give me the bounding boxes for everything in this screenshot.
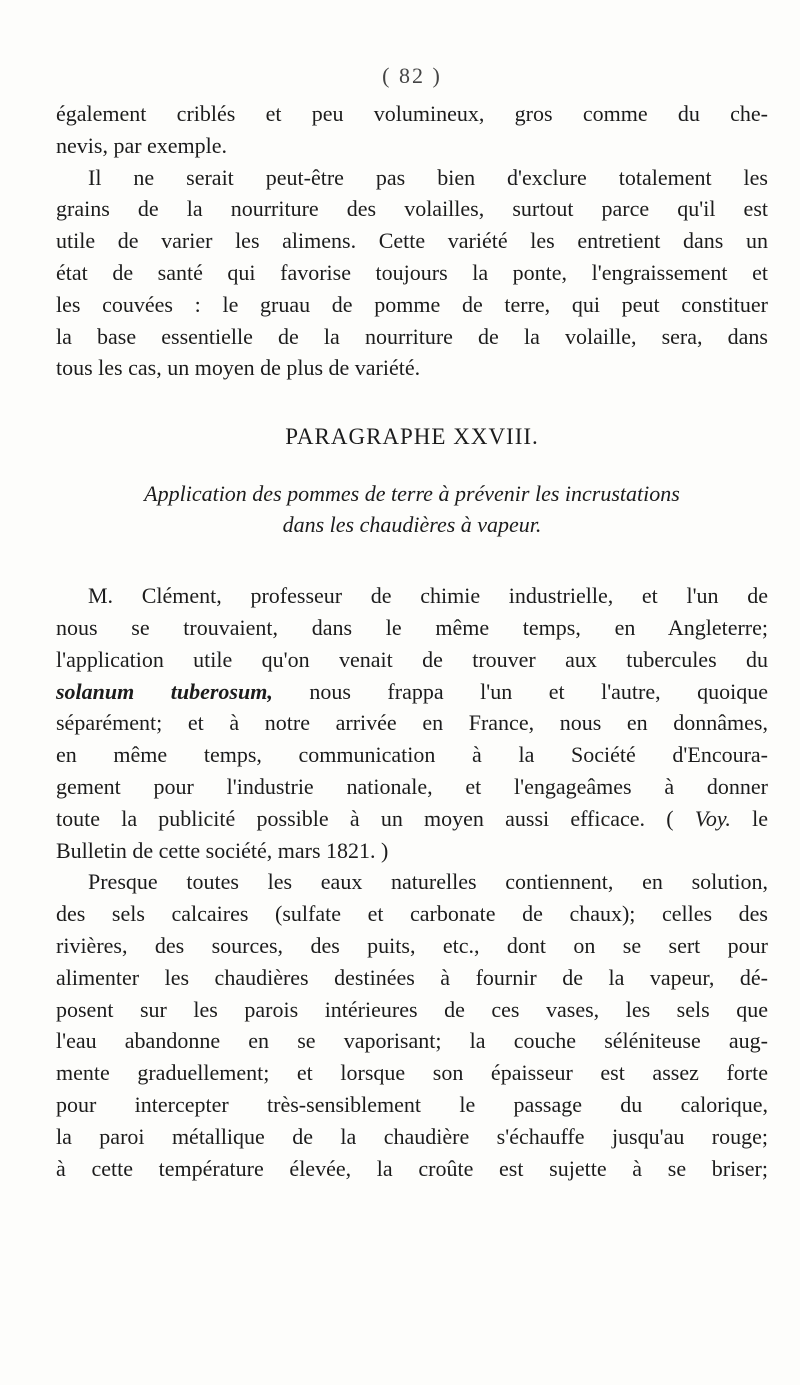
text-line — [56, 676, 768, 708]
text-line: pour intercepter très-sensiblement le passage du calorique, — [56, 1091, 768, 1117]
book-page — [56, 58, 768, 1184]
text-line: l'application utile qu'on venait de trouver aux tubercules du — [56, 646, 768, 672]
paragraph-waters — [56, 866, 768, 1184]
latin-name: solanum tuberosum, — [56, 678, 273, 704]
text-line: les couvées : le gruau de pomme de terre, qui peut constituer — [56, 291, 768, 317]
section-subheading — [56, 478, 768, 540]
text-line: gement pour l'industrie nationale, et l'engageâmes à donner — [56, 773, 768, 799]
text-line: M. Clément, professeur de chimie industrielle, et l'un de — [88, 583, 768, 609]
text-line: également criblés et peu volumineux, gros comme du che- — [56, 101, 768, 126]
text-line: à cette température élevée, la croûte est sujette à se briser; — [56, 1155, 768, 1181]
text-line: des sels calcaires (sulfate et carbonate de chaux); celles des — [56, 901, 768, 927]
text-line: Presque toutes les eaux naturelles contiennent, en solution, — [88, 869, 768, 895]
text-line: état de santé qui favorise toujours la ponte, l'engraissement et — [56, 259, 768, 285]
paragraph-poultry — [56, 162, 768, 385]
text-fragment: toute la publicité possible à un moyen aussi efficace. ( — [56, 805, 695, 831]
subheading-line: dans les chaudières à vapeur. — [282, 512, 542, 538]
text-fragment: nous frappa l'un et l'autre, quoique — [272, 678, 769, 704]
text-line: en même temps, communication à la Société d'Encoura- — [56, 742, 768, 768]
text-line: rivières, des sources, des puits, etc., dont on se sert pour — [56, 932, 768, 958]
text-fragment: le — [730, 805, 768, 831]
text-line: utile de varier les alimens. Cette variété les entretient dans un — [56, 228, 768, 254]
subheading-line: Application des pommes de terre à prévenir les incrustations — [144, 481, 680, 507]
page-number: ( 82 ) — [382, 63, 442, 88]
paragraph-continuation — [56, 98, 768, 162]
text-line: grains de la nourriture des volailles, surtout parce qu'il est — [56, 196, 768, 222]
text-line: séparément; et à notre arrivée en France, nous en donnâmes, — [56, 710, 768, 736]
text-line: la paroi métallique de la chaudière s'échauffe jusqu'au rouge; — [56, 1123, 768, 1149]
text-line: mente graduellement; et lorsque son épaisseur est assez forte — [56, 1060, 768, 1086]
reference-abbrev: Voy. — [694, 805, 731, 831]
text-line: l'eau abandonne en se vaporisant; la couche séléniteuse aug- — [56, 1028, 768, 1054]
paragraph-clement — [56, 580, 768, 866]
text-line: nous se trouvaient, dans le même temps, en Angleterre; — [56, 614, 768, 640]
text-line: tous les cas, un moyen de plus de variété. — [56, 355, 421, 381]
text-line: nevis, par exemple. — [56, 132, 228, 158]
text-line: alimenter les chaudières destinées à fournir de la vapeur, dé- — [56, 964, 768, 990]
section-heading: PARAGRAPHE XXVIII. — [285, 424, 539, 450]
text-line: posent sur les parois intérieures de ces vases, les sels que — [56, 996, 768, 1022]
text-line: Il ne serait peut-être pas bien d'exclure totalement les — [88, 164, 768, 190]
text-line — [56, 803, 768, 835]
text-line: Bulletin de cette société, mars 1821. ) — [56, 837, 389, 863]
text-line: la base essentielle de la nourriture de la volaille, sera, dans — [56, 323, 768, 349]
